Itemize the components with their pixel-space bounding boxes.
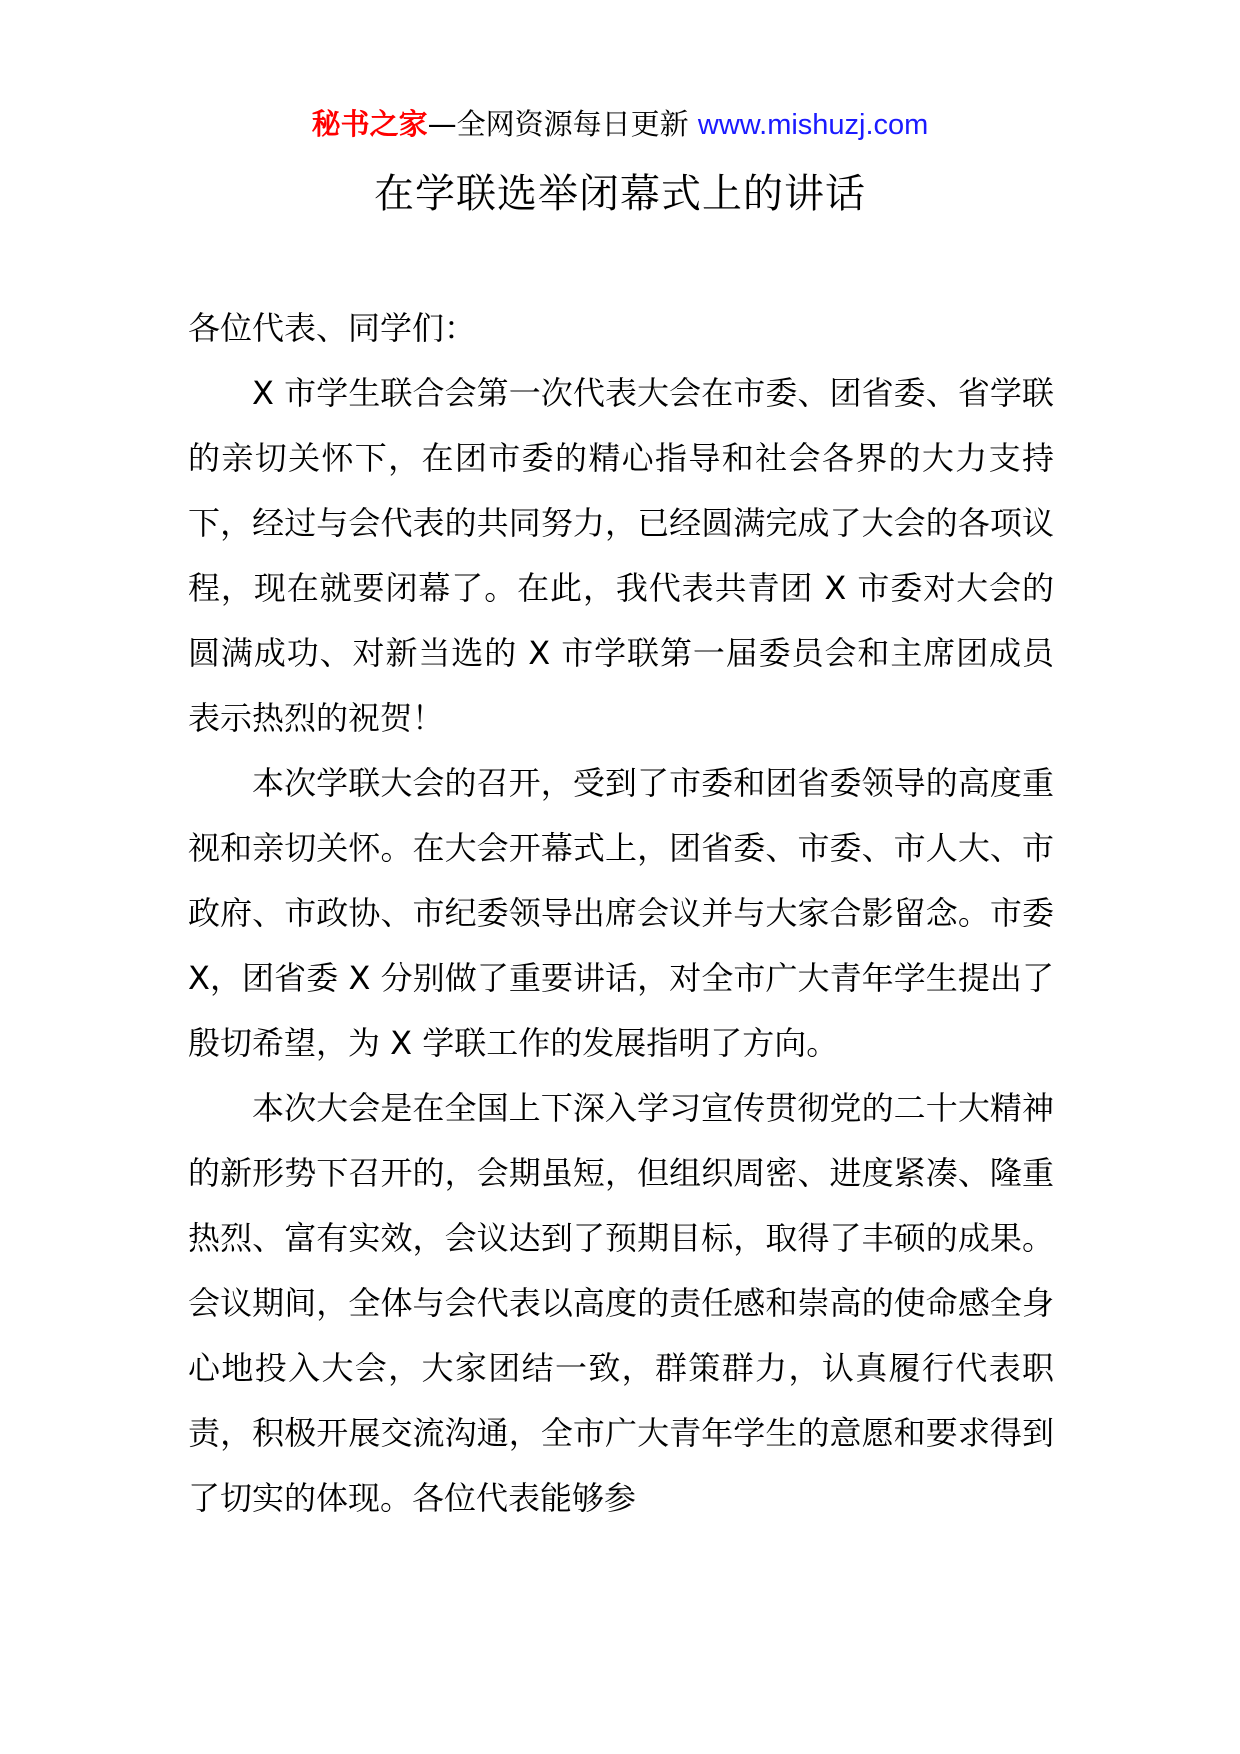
website-link[interactable]: www.mishuzj.com <box>697 109 929 141</box>
header-banner <box>0 104 1240 145</box>
brand-name: 秘书之家 <box>311 107 428 141</box>
paragraph: 本次学联大会的召开，受到了市委和团省委领导的高度重视和亲切关怀。在大会开幕式上，团省委、市委、市人大、市政府、市政协、市纪委领导出席会议并与大家合影留念。市委 X，团省委 X 分别做了重要讲话，对全市广大青年学生提出了殷切希望，为 X 学联工作的发展指明了方向。 <box>188 764 1054 1062</box>
paragraph: X 市学生联合会第一次代表大会在市委、团省委、省学联的亲切关怀下，在团市委的精心指导和社会各界的大力支持下，经过与会代表的共同努力，已经圆满完成了大会的各项议程，现在就要闭幕了。在此，我代表共青团 X 市委对大会的圆满成功、对新当选的 X 市学联第一届委员会和主席团成员表示热烈的祝贺！ <box>188 374 1054 737</box>
document-body <box>188 296 1054 1531</box>
paragraph: 本次大会是在全国上下深入学习宣传贯彻党的二十大精神的新形势下召开的，会期虽短，但组织周密、进度紧凑、隆重热烈、富有实效，会议达到了预期目标，取得了丰硕的成果。会议期间，全体与会代表以高度的责任感和崇高的使命感全身心地投入大会，大家团结一致，群策群力，认真履行代表职责，积极开展交流沟通，全市广大青年学生的意愿和要求得到了切实的体现。各位代表能够参 <box>188 1089 1054 1517</box>
salutation: 各位代表、同学们： <box>188 309 477 347</box>
header-slogan: —全网资源每日更新 <box>427 107 689 141</box>
document-title: 在学联选举闭幕式上的讲话 <box>374 171 866 217</box>
